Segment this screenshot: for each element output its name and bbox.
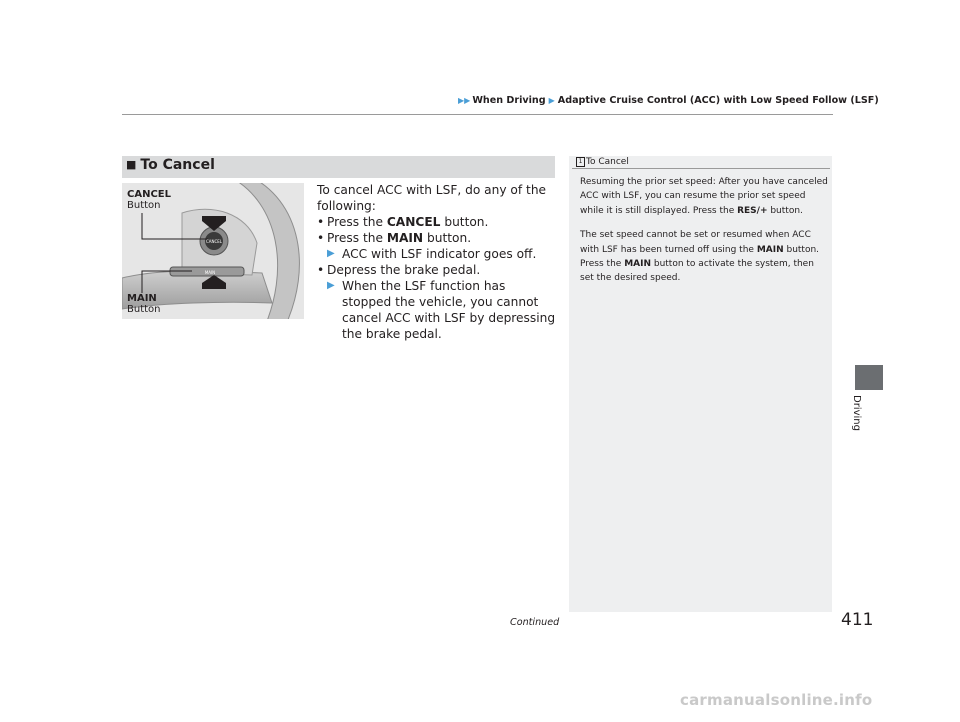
note-p2-post: button to activate the system, then set the desired speed. xyxy=(580,259,814,284)
breadcrumb-item-acc[interactable]: Adaptive Cruise Control (ACC) with Low Speed Follow (LSF) xyxy=(557,95,879,106)
page-number: 411 xyxy=(841,610,874,630)
list-subitem-lsf xyxy=(327,278,557,342)
note-body xyxy=(580,175,828,296)
bullet1-post: button. xyxy=(440,215,489,229)
note-divider xyxy=(572,168,830,169)
bullet2-pre: Press the xyxy=(327,231,387,245)
main-callout-sub: Button xyxy=(127,304,161,315)
chapter-tab-label-wrap xyxy=(848,395,888,455)
cancel-button-text: CANCEL xyxy=(205,239,223,244)
cancel-callout-sub: Button xyxy=(127,200,161,211)
continued-label: Continued xyxy=(510,617,560,628)
list-subitem-indicator xyxy=(327,246,557,262)
cancel-callout-title: CANCEL xyxy=(127,189,171,200)
note-p2-mid: button. Press the xyxy=(580,244,820,270)
arrow-right-icon: ▶ xyxy=(327,248,335,259)
section-title-text: To Cancel xyxy=(140,157,215,173)
main-button-callout xyxy=(127,293,161,315)
square-bullet-icon: ■ xyxy=(126,158,137,171)
note-p1-pre: Resuming the prior set speed: After you have canceled ACC with LSF, you can resume the prior set speed while it is still displayed. Press the xyxy=(580,177,828,216)
main-callout-title: MAIN xyxy=(127,293,157,304)
note-p2-bold2: MAIN xyxy=(624,259,651,270)
instructions xyxy=(317,182,557,342)
note-paragraph-1 xyxy=(580,175,828,218)
bullet2-post: button. xyxy=(423,231,472,245)
list-item-brake xyxy=(317,262,557,278)
bullet3-text: Depress the brake pedal. xyxy=(327,263,481,277)
note-p1-post: button. xyxy=(767,205,803,216)
watermark: carmanualsonline.info xyxy=(680,691,873,709)
note-p2-pre: The set speed cannot be set or resumed when ACC with LSF has been turned off using the xyxy=(580,230,811,255)
note-title xyxy=(576,157,629,167)
reference-number-icon: 1 xyxy=(576,157,585,167)
bullet2-bold: MAIN xyxy=(386,231,424,245)
note-p1-bold: RES/+ xyxy=(737,205,768,216)
breadcrumb-item-when-driving[interactable]: When Driving xyxy=(472,95,546,106)
intro-text: To cancel ACC with LSF, do any of the following: xyxy=(317,183,547,213)
bullet2-sub-text: ACC with LSF indicator goes off. xyxy=(342,247,537,261)
list-item-cancel xyxy=(317,214,557,230)
bullet1-bold: CANCEL xyxy=(386,215,441,229)
bullet3-sub-text: When the LSF function has stopped the vehicle, you cannot cancel ACC with LSF by depressing the brake pedal. xyxy=(342,279,556,341)
section-title xyxy=(126,157,215,173)
cancel-button-callout xyxy=(127,189,171,211)
breadcrumb xyxy=(458,95,879,106)
note-paragraph-2 xyxy=(580,228,828,286)
note-title-text: To Cancel xyxy=(586,157,629,167)
list-item-main xyxy=(317,230,557,246)
double-arrow-icon: ▶▶ xyxy=(458,96,471,105)
arrow-right-icon: ▶ xyxy=(327,280,335,291)
note-p2-bold1: MAIN xyxy=(756,244,784,255)
chapter-tab[interactable] xyxy=(855,365,883,390)
bullet1-pre: Press the xyxy=(327,215,387,229)
chapter-tab-label: Driving xyxy=(851,395,862,431)
header-divider xyxy=(122,114,833,115)
arrow-icon: ▶ xyxy=(548,96,555,105)
main-button-text: MAIN xyxy=(204,270,216,275)
